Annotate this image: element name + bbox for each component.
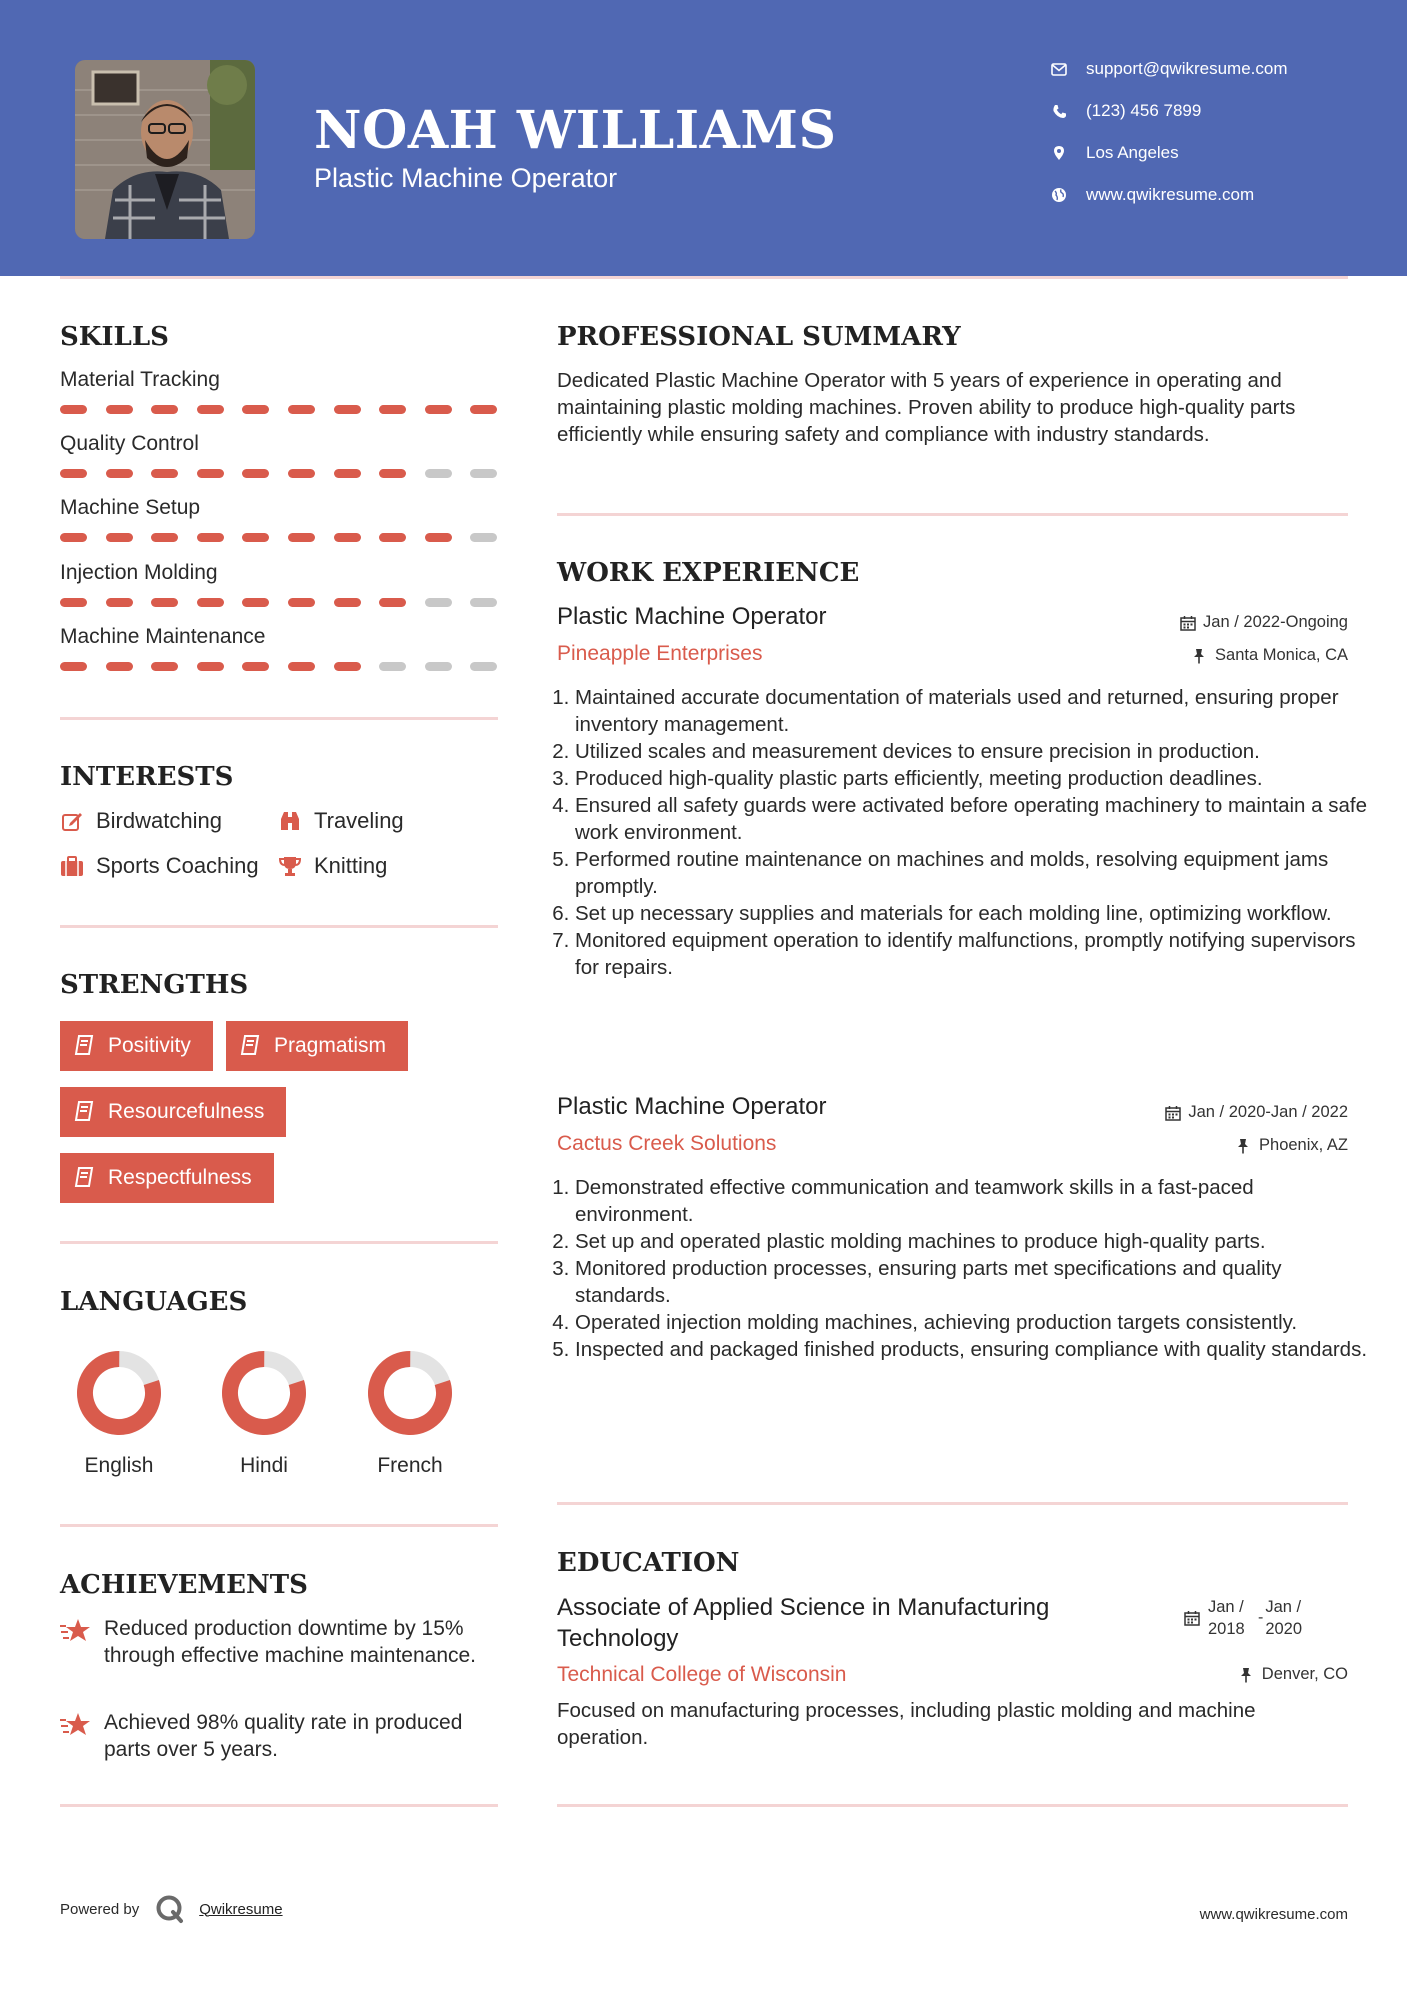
interest-item: Birdwatching (60, 808, 222, 834)
skill-dash-filled (242, 662, 269, 671)
candidate-name: NOAH WILLIAMS (314, 100, 837, 161)
achievement-item: Achieved 98% quality rate in produced parts over 5 years. (60, 1709, 480, 1763)
list-item: 4. Ensured all safety guards were activated before operating machinery to maintain a safe work environment. (575, 792, 1375, 846)
strength-tag: Resourcefulness (60, 1087, 286, 1137)
section-divider (60, 925, 498, 928)
section-divider (557, 1804, 1348, 1807)
education-end-date: Jan / 2020 (1265, 1598, 1303, 1638)
contact-website[interactable] (1050, 185, 1254, 205)
calendar-icon (1180, 615, 1196, 631)
skill-dash-filled (151, 405, 178, 414)
skill-dash-empty (425, 598, 452, 607)
section-divider (557, 1502, 1348, 1505)
resume-header (0, 0, 1407, 276)
skill-dash-filled (106, 598, 133, 607)
strength-tag: Pragmatism (226, 1021, 408, 1071)
skill-dash-filled (106, 469, 133, 478)
trophy-icon (278, 854, 302, 878)
skill-dash-filled (425, 405, 452, 414)
skill-dash-filled (60, 662, 87, 671)
language-name: English (84, 1454, 154, 1477)
book-icon (74, 1101, 96, 1123)
profile-photo (75, 60, 255, 239)
contact-phone-text: (123) 456 7899 (1086, 101, 1202, 120)
skills-heading: SKILLS (60, 322, 169, 352)
skill-dash-filled (379, 469, 406, 478)
section-divider (557, 513, 1348, 516)
skill-dash-filled (242, 469, 269, 478)
skill-dash-filled (106, 662, 133, 671)
strength-tag: Positivity (60, 1021, 213, 1071)
summary-heading: PROFESSIONAL SUMMARY (557, 322, 961, 352)
skill-dash-filled (288, 533, 315, 542)
job-location: Santa Monica, CA (1192, 646, 1348, 665)
skill-dash-filled (60, 598, 87, 607)
skill-dash-filled (197, 533, 224, 542)
list-item: 3. Produced high-quality plastic parts efficiently, meeting production deadlines. (575, 765, 1375, 792)
skill-dash-empty (470, 469, 497, 478)
skill-dash-filled (470, 405, 497, 414)
skill-dash-empty (470, 662, 497, 671)
skill-name: Machine Setup (60, 496, 201, 519)
star-burst-icon (60, 1617, 92, 1645)
skill-dash-filled (379, 533, 406, 542)
experience-heading: WORK EXPERIENCE (557, 558, 860, 588)
book-icon (74, 1035, 96, 1057)
skill-name: Injection Molding (60, 561, 218, 584)
skill-dash-filled (197, 662, 224, 671)
book-icon (240, 1035, 262, 1057)
list-item: 6. Set up necessary supplies and materials for each molding line, optimizing workflow. (575, 900, 1375, 927)
job-dates: Jan / 2020-Jan / 2022 (1165, 1103, 1348, 1122)
skill-dash-filled (334, 405, 361, 414)
skill-dash-filled (106, 405, 133, 414)
envelope-icon (1050, 60, 1068, 78)
achievements-heading: ACHIEVEMENTS (60, 1570, 308, 1600)
job-title: Plastic Machine Operator (557, 603, 827, 630)
list-item: 5. Inspected and packaged finished products, ensuring compliance with quality standards. (575, 1336, 1375, 1363)
skill-dash-filled (242, 533, 269, 542)
skill-dash-filled (242, 598, 269, 607)
donut-fill (221, 1350, 307, 1436)
interest-item: Knitting (278, 853, 387, 879)
strengths-heading: STRENGTHS (60, 970, 249, 1000)
list-item: 1. Maintained accurate documentation of materials used and returned, ensuring proper inventory management. (575, 684, 1375, 738)
skill-dash-filled (334, 662, 361, 671)
skill-dash-filled (197, 405, 224, 414)
skill-dash-filled (334, 469, 361, 478)
degree-title: Associate of Applied Science in Manufacturing Technology (557, 1594, 1050, 1652)
candidate-title: Plastic Machine Operator (314, 163, 618, 193)
binoculars-icon (278, 809, 302, 833)
pushpin-icon (1192, 648, 1208, 664)
skill-dash-filled (60, 469, 87, 478)
skill-dash-empty (379, 662, 406, 671)
strength-tag: Respectfulness (60, 1153, 274, 1203)
skill-level-bar (60, 598, 516, 607)
skill-dash-filled (242, 405, 269, 414)
list-item: 1. Demonstrated effective communication and teamwork skills in a fast-paced environment. (575, 1174, 1375, 1228)
skill-dash-empty (470, 533, 497, 542)
skill-level-bar (60, 405, 516, 414)
job-dates: Jan / 2022-Ongoing (1180, 613, 1348, 632)
language-name: French (377, 1454, 443, 1477)
skill-dash-filled (288, 662, 315, 671)
skill-name: Machine Maintenance (60, 625, 266, 648)
footer-website[interactable]: www.qwikresume.com (1199, 1906, 1348, 1923)
skill-dash-filled (425, 533, 452, 542)
skill-dash-empty (425, 469, 452, 478)
skill-dash-filled (379, 598, 406, 607)
summary-text: Dedicated Plastic Machine Operator with 5 years of experience in operating and maintaining plastic molding machines. Proven ability to produce high-quality parts efficiently while ensuring safety and compliance with industry standards. (557, 369, 1296, 446)
calendar-icon (1184, 1610, 1200, 1626)
job-duties-list (557, 684, 1375, 981)
contact-email-text: support@qwikresume.com (1086, 59, 1288, 78)
education-description: Focused on manufacturing processes, including plastic molding and machine operation. (557, 1699, 1256, 1749)
skill-level-bar (60, 469, 516, 478)
company-name: Pineapple Enterprises (557, 642, 763, 665)
skill-dash-filled (151, 533, 178, 542)
school-name: Technical College of Wisconsin (557, 1663, 847, 1686)
pushpin-icon (1239, 1667, 1255, 1683)
language-donut (219, 1348, 309, 1438)
interest-item: Sports Coaching (60, 853, 259, 879)
skill-level-bar (60, 662, 516, 671)
star-burst-icon (60, 1711, 92, 1739)
skill-dash-filled (151, 662, 178, 671)
contact-website-text: www.qwikresume.com (1086, 185, 1255, 204)
skill-dash-filled (288, 405, 315, 414)
job-location: Phoenix, AZ (1236, 1136, 1348, 1155)
skill-name: Material Tracking (60, 368, 220, 391)
skill-dash-filled (288, 598, 315, 607)
list-item: 2. Utilized scales and measurement devices to ensure precision in production. (575, 738, 1375, 765)
qwikresume-link[interactable]: Qwikresume (199, 1900, 283, 1918)
skill-dash-empty (470, 598, 497, 607)
briefcase-icon (60, 854, 84, 878)
section-divider (60, 717, 498, 720)
skill-dash-filled (288, 469, 315, 478)
list-item: 2. Set up and operated plastic molding machines to produce high-quality parts. (575, 1228, 1375, 1255)
job-title: Plastic Machine Operator (557, 1093, 827, 1120)
language-name: Hindi (240, 1454, 288, 1477)
donut-fill (367, 1350, 453, 1436)
contact-location-text: Los Angeles (1086, 143, 1179, 162)
achievement-item: Reduced production downtime by 15% through effective machine maintenance. (60, 1615, 480, 1669)
language-donut (74, 1348, 164, 1438)
skill-dash-filled (60, 533, 87, 542)
skill-dash-filled (60, 405, 87, 414)
language-donut (365, 1348, 455, 1438)
footer-branding (60, 1894, 283, 1924)
list-item: 4. Operated injection molding machines, achieving production targets consistently. (575, 1309, 1375, 1336)
list-item: 5. Performed routine maintenance on machines and molds, resolving equipment jams promptly. (575, 846, 1375, 900)
location-pin-icon (1050, 144, 1068, 162)
education-location: Denver, CO (1239, 1665, 1348, 1684)
skill-dash-filled (151, 598, 178, 607)
job-duties-list (557, 1174, 1375, 1363)
education-start-date: Jan / 2018 (1208, 1598, 1245, 1638)
interest-item: Traveling (278, 808, 404, 834)
skill-name: Quality Control (60, 432, 199, 455)
languages-heading: LANGUAGES (60, 1287, 248, 1317)
skill-dash-filled (197, 469, 224, 478)
list-item: 3. Monitored production processes, ensuring parts met specifications and quality standards. (575, 1255, 1375, 1309)
skill-level-bar (60, 533, 516, 542)
qwikresume-logo-icon (155, 1894, 185, 1924)
header-divider (60, 276, 1348, 279)
globe-icon (1050, 186, 1068, 204)
education-dates (1184, 1596, 1313, 1640)
contact-email[interactable] (1050, 59, 1288, 79)
interests-heading: INTERESTS (60, 762, 234, 792)
section-divider (60, 1804, 498, 1807)
skill-dash-filled (334, 533, 361, 542)
powered-by-text: Powered by (60, 1900, 140, 1918)
donut-fill (76, 1350, 162, 1436)
skill-dash-empty (425, 662, 452, 671)
skill-dash-filled (334, 598, 361, 607)
skill-dash-filled (151, 469, 178, 478)
date-separator: - (1258, 1609, 1264, 1626)
book-icon (74, 1167, 96, 1189)
contact-phone[interactable] (1050, 101, 1201, 121)
calendar-icon (1165, 1105, 1181, 1121)
company-name: Cactus Creek Solutions (557, 1132, 777, 1155)
phone-icon (1050, 102, 1068, 120)
section-divider (60, 1524, 498, 1527)
list-item: 7. Monitored equipment operation to identify malfunctions, promptly notifying supervisors for repairs. (575, 927, 1375, 981)
pushpin-icon (1236, 1138, 1252, 1154)
pencil-square-icon (60, 809, 84, 833)
section-divider (60, 1241, 498, 1244)
skill-dash-filled (197, 598, 224, 607)
skill-dash-filled (379, 405, 406, 414)
skill-dash-filled (106, 533, 133, 542)
education-heading: EDUCATION (557, 1548, 740, 1578)
contact-location (1050, 143, 1179, 163)
